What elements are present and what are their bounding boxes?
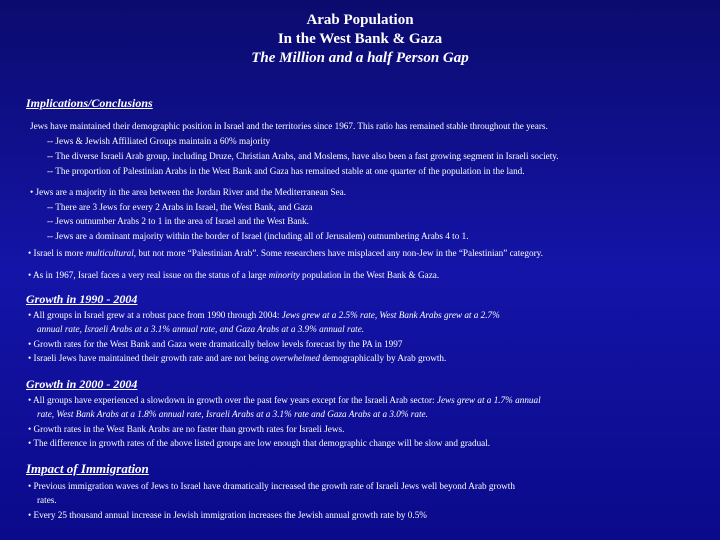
slide-title bbox=[0, 0, 720, 68]
growth-1990-l4-post: demographically by Arab growth. bbox=[320, 353, 447, 363]
growth-1990-line-2 bbox=[37, 324, 364, 335]
implications-line-2: -- Jews & Jewish Affiliated Groups maintain a 60% majority bbox=[47, 136, 271, 146]
implications-line-3: -- The diverse Israeli Arab group, including Druze, Christian Arabs, and Moslems, have also been a fast growing segment in Israeli society. bbox=[47, 151, 559, 161]
immigration-line-1: • Previous immigration waves of Jews to Israel have dramatically increased the growth rate of Israeli Jews well beyond Arab growth bbox=[28, 481, 515, 491]
implications-line-4: -- The proportion of Palestinian Arabs in the West Bank and Gaza has remained stable at one quarter of the population in the land. bbox=[47, 166, 525, 176]
growth-1990-line-1 bbox=[28, 310, 500, 321]
multicultural-em: multicultural bbox=[85, 248, 134, 258]
immigration-line-3: • Every 25 thousand annual increase in Jewish immigration increases the Jewish annual growth rate by 0.5% bbox=[28, 510, 427, 520]
minority-line bbox=[28, 270, 439, 281]
growth-1990-l1-pre: • All groups in Israel grew at a robust pace from 1990 through 2004: bbox=[28, 310, 282, 320]
growth-2000-line-1 bbox=[28, 395, 541, 406]
implications-line-1: Jews have maintained their demographic position in Israel and the territories since 1967. This ratio has remained stable throughout the years. bbox=[30, 121, 548, 131]
title-line-2: In the West Bank & Gaza bbox=[277, 31, 443, 47]
implications-line-8: -- Jews are a dominant majority within the border of Israel (including all of Jerusalem) outnumbering Arabs 4 to 1. bbox=[47, 231, 469, 241]
growth-1990-line-3: • Growth rates for the West Bank and Gaza were dramatically below levels forecast by the PA in 1997 bbox=[28, 339, 403, 349]
minority-post: population in the West Bank & Gaza. bbox=[299, 270, 440, 280]
multicultural-line bbox=[28, 248, 543, 259]
growth-2000-line-2 bbox=[37, 409, 428, 420]
minority-em: minority bbox=[268, 270, 300, 280]
growth-1990-l4-em: overwhelmed bbox=[271, 353, 321, 363]
growth-1990-l1-em: Jews grew at a 2.5% rate, West Bank Arabs grew at a 2.7% bbox=[281, 310, 500, 320]
growth-2000-l1-pre: • All groups have experienced a slowdown in growth over the past few years except for the Israeli Arab sector: bbox=[28, 395, 437, 405]
growth-2000-l1-em: Jews grew at a 1.7% annual bbox=[436, 395, 541, 405]
multicultural-post: , but not more “Palestinian Arab”. Some researchers have misplaced any non-Jew in the “Palestinian” category. bbox=[133, 248, 543, 258]
multicultural-pre: • Israel is more bbox=[28, 248, 86, 258]
growth-1990-l2-em: annual rate, Israeli Arabs at a 3.1% annual rate, and Gaza Arabs at a 3.9% annual rate. bbox=[37, 324, 365, 334]
growth-2000-line-4: • The difference in growth rates of the above listed groups are low enough that demographic change will be slow and gradual. bbox=[28, 438, 491, 448]
implications-heading: Implications/Conclusions bbox=[26, 96, 153, 110]
minority-pre: • As in 1967, Israel faces a very real issue on the status of a large bbox=[28, 270, 269, 280]
growth-2000-l2-em: rate, West Bank Arabs at a 1.8% annual rate, Israeli Arabs at a 3.1% rate and Gaza Arabs at a 3.0% rate. bbox=[37, 409, 428, 419]
title-line-1: Arab Population bbox=[306, 12, 414, 28]
immigration-line-2: rates. bbox=[37, 495, 57, 505]
immigration-heading: Impact of Immigration bbox=[26, 461, 149, 476]
implications-line-6: -- There are 3 Jews for every 2 Arabs in Israel, the West Bank, and Gaza bbox=[47, 202, 313, 212]
implications-line-5: • Jews are a majority in the area between the Jordan River and the Mediterranean Sea. bbox=[30, 187, 346, 197]
growth-1990-l4-pre: • Israeli Jews have maintained their growth rate and are not being bbox=[28, 353, 272, 363]
growth-1990-line-4 bbox=[28, 353, 446, 364]
growth-1990-heading: Growth in 1990 - 2004 bbox=[26, 292, 138, 306]
title-line-3: The Million and a half Person Gap bbox=[251, 50, 469, 66]
growth-2000-heading: Growth in 2000 - 2004 bbox=[26, 377, 138, 391]
implications-line-7: -- Jews outnumber Arabs 2 to 1 in the area of Israel and the West Bank. bbox=[47, 216, 309, 226]
growth-2000-line-3: • Growth rates in the West Bank Arabs are no faster than growth rates for Israeli Jews. bbox=[28, 424, 345, 434]
